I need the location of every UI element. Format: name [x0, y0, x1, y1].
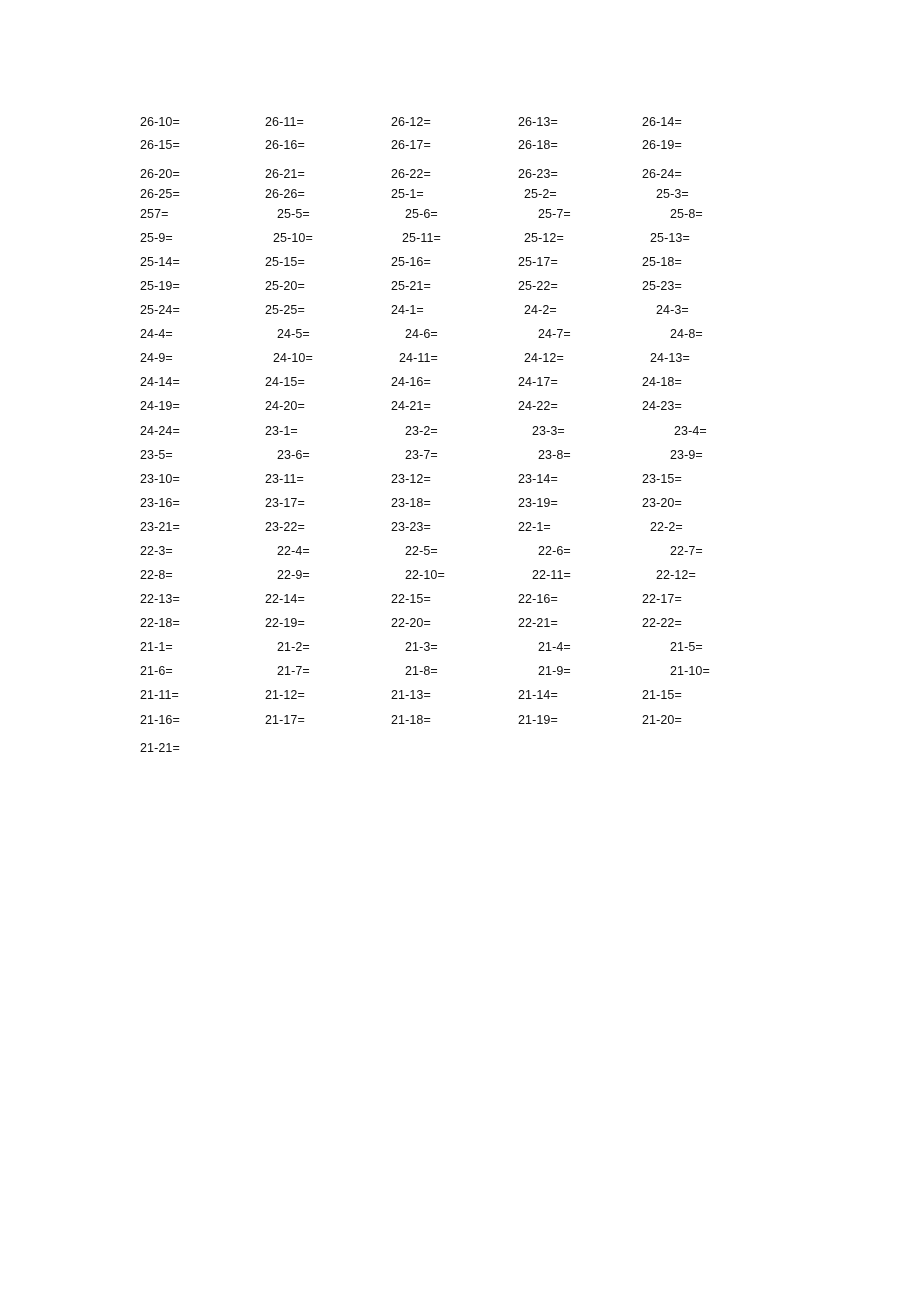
- math-problem: 23-7=: [405, 448, 438, 462]
- math-problem: 25-10=: [273, 231, 313, 245]
- math-problem: 23-4=: [674, 424, 707, 438]
- math-problem: 21-6=: [140, 664, 173, 678]
- math-problem: 22-16=: [518, 592, 558, 606]
- math-problem: 22-15=: [391, 592, 431, 606]
- math-problem: 21-7=: [277, 664, 310, 678]
- math-problem: 21-14=: [518, 688, 558, 702]
- math-problem: 21-21=: [140, 741, 180, 755]
- math-problem: 25-16=: [391, 255, 431, 269]
- math-problem: 21-13=: [391, 688, 431, 702]
- math-problem: 23-6=: [277, 448, 310, 462]
- math-problem: 24-23=: [642, 399, 682, 413]
- math-problem: 22-20=: [391, 616, 431, 630]
- math-problem: 24-3=: [656, 303, 689, 317]
- math-problem: 23-3=: [532, 424, 565, 438]
- math-problem: 23-9=: [670, 448, 703, 462]
- math-problem: 23-23=: [391, 520, 431, 534]
- math-problem: 22-10=: [405, 568, 445, 582]
- math-problem: 24-17=: [518, 375, 558, 389]
- math-problem: 22-3=: [140, 544, 173, 558]
- math-problem: 22-7=: [670, 544, 703, 558]
- math-problem: 21-4=: [538, 640, 571, 654]
- math-problem: 26-26=: [265, 187, 305, 201]
- math-problem: 24-4=: [140, 327, 173, 341]
- math-problem: 26-22=: [391, 167, 431, 181]
- math-problem: 25-7=: [538, 207, 571, 221]
- math-problem: 23-20=: [642, 496, 682, 510]
- math-problem: 25-17=: [518, 255, 558, 269]
- math-problem: 22-9=: [277, 568, 310, 582]
- math-problem: 26-24=: [642, 167, 682, 181]
- math-problem: 26-19=: [642, 138, 682, 152]
- math-problem: 23-18=: [391, 496, 431, 510]
- math-problem: 21-2=: [277, 640, 310, 654]
- math-problem: 21-18=: [391, 713, 431, 727]
- math-problem: 21-10=: [670, 664, 710, 678]
- math-problem: 26-23=: [518, 167, 558, 181]
- math-problem: 24-18=: [642, 375, 682, 389]
- math-problem: 25-19=: [140, 279, 180, 293]
- math-problem: 22-21=: [518, 616, 558, 630]
- math-problem: 23-1=: [265, 424, 298, 438]
- math-problem: 26-13=: [518, 115, 558, 129]
- math-problem: 23-19=: [518, 496, 558, 510]
- math-problem: 21-12=: [265, 688, 305, 702]
- math-problem: 22-4=: [277, 544, 310, 558]
- math-problem: 26-21=: [265, 167, 305, 181]
- math-problem: 21-15=: [642, 688, 682, 702]
- math-problem: 22-5=: [405, 544, 438, 558]
- math-problem: 25-3=: [656, 187, 689, 201]
- math-problem: 21-9=: [538, 664, 571, 678]
- math-problem: 22-19=: [265, 616, 305, 630]
- math-problem: 25-20=: [265, 279, 305, 293]
- math-problem: 25-25=: [265, 303, 305, 317]
- math-problem: 24-24=: [140, 424, 180, 438]
- math-problem: 26-14=: [642, 115, 682, 129]
- math-problem: 21-16=: [140, 713, 180, 727]
- math-problem: 24-10=: [273, 351, 313, 365]
- math-problem: 25-13=: [650, 231, 690, 245]
- math-problem: 23-14=: [518, 472, 558, 486]
- math-problem: 21-3=: [405, 640, 438, 654]
- math-problem: 23-22=: [265, 520, 305, 534]
- math-problem: 25-5=: [277, 207, 310, 221]
- math-problem: 24-5=: [277, 327, 310, 341]
- math-problem: 24-11=: [399, 351, 438, 365]
- math-problem: 24-12=: [524, 351, 564, 365]
- math-problem: 23-10=: [140, 472, 180, 486]
- math-problem: 23-16=: [140, 496, 180, 510]
- math-problem: 26-18=: [518, 138, 558, 152]
- math-problem: 23-12=: [391, 472, 431, 486]
- math-problem: 23-2=: [405, 424, 438, 438]
- math-problem: 26-11=: [265, 115, 304, 129]
- math-problem: 26-12=: [391, 115, 431, 129]
- math-problem: 24-2=: [524, 303, 557, 317]
- math-problem: 23-8=: [538, 448, 571, 462]
- math-problem: 24-7=: [538, 327, 571, 341]
- math-problem: 22-2=: [650, 520, 683, 534]
- math-problem: 24-14=: [140, 375, 180, 389]
- math-problem: 24-9=: [140, 351, 173, 365]
- math-problem: 25-1=: [391, 187, 424, 201]
- math-problem: 25-2=: [524, 187, 557, 201]
- math-problem: 21-8=: [405, 664, 438, 678]
- math-problem: 25-12=: [524, 231, 564, 245]
- math-problem: 22-22=: [642, 616, 682, 630]
- math-problem: 26-16=: [265, 138, 305, 152]
- math-problem: 25-11=: [402, 231, 441, 245]
- math-problem: 24-1=: [391, 303, 424, 317]
- math-problem: 26-17=: [391, 138, 431, 152]
- math-problem: 22-18=: [140, 616, 180, 630]
- math-problem: 23-15=: [642, 472, 682, 486]
- math-problem: 22-14=: [265, 592, 305, 606]
- math-problem: 22-6=: [538, 544, 571, 558]
- math-problem: 24-19=: [140, 399, 180, 413]
- math-problem: 24-20=: [265, 399, 305, 413]
- math-problem: 25-24=: [140, 303, 180, 317]
- math-problem: 25-22=: [518, 279, 558, 293]
- math-problem: 22-8=: [140, 568, 173, 582]
- math-problem: 22-11=: [532, 568, 571, 582]
- math-problem: 25-8=: [670, 207, 703, 221]
- math-problem: 24-16=: [391, 375, 431, 389]
- math-problem: 24-15=: [265, 375, 305, 389]
- math-problem: 23-5=: [140, 448, 173, 462]
- math-problem: 21-11=: [140, 688, 179, 702]
- math-problem: 24-6=: [405, 327, 438, 341]
- math-problem: 21-5=: [670, 640, 703, 654]
- math-problem: 22-1=: [518, 520, 551, 534]
- math-problem: 24-8=: [670, 327, 703, 341]
- math-problem: 26-25=: [140, 187, 180, 201]
- math-problem: 21-1=: [140, 640, 173, 654]
- math-problem: 21-19=: [518, 713, 558, 727]
- math-problem: 21-17=: [265, 713, 305, 727]
- math-problem: 257=: [140, 207, 169, 221]
- math-problem: 26-20=: [140, 167, 180, 181]
- math-problem: 25-9=: [140, 231, 173, 245]
- math-problem: 23-21=: [140, 520, 180, 534]
- math-problem: 25-14=: [140, 255, 180, 269]
- math-problem: 22-17=: [642, 592, 682, 606]
- math-problem: 23-17=: [265, 496, 305, 510]
- math-problem: 24-13=: [650, 351, 690, 365]
- math-problem: 22-13=: [140, 592, 180, 606]
- math-problem: 26-10=: [140, 115, 180, 129]
- math-problem: 24-21=: [391, 399, 431, 413]
- math-problem: 25-18=: [642, 255, 682, 269]
- math-problem: 22-12=: [656, 568, 696, 582]
- math-problem: 23-11=: [265, 472, 304, 486]
- math-problem: 25-23=: [642, 279, 682, 293]
- math-problem: 21-20=: [642, 713, 682, 727]
- math-problem: 25-15=: [265, 255, 305, 269]
- math-problem: 25-6=: [405, 207, 438, 221]
- math-problem: 25-21=: [391, 279, 431, 293]
- math-problem: 24-22=: [518, 399, 558, 413]
- math-problem: 26-15=: [140, 138, 180, 152]
